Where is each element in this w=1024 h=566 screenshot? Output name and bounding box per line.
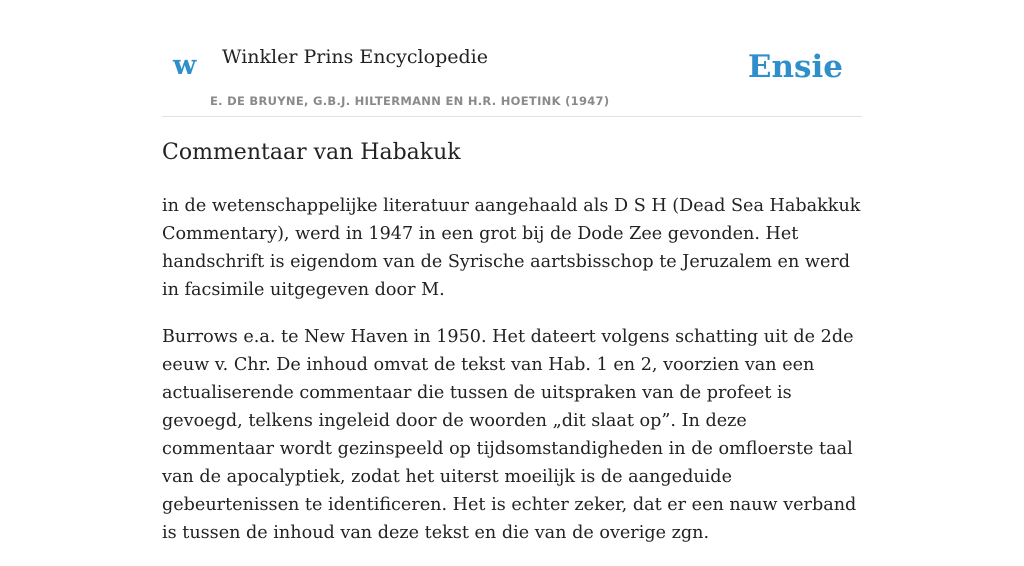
ensie-brand-logo[interactable]: Ensie [747,49,843,85]
encyclopedia-logo[interactable]: w [173,50,197,81]
article-body [162,192,862,566]
article-title: Commentaar van Habakuk [162,140,461,165]
article-paragraph: in de wetenschappelijke literatuur aangehaald als D S H (Dead Sea Habakkuk Commentary), werd in 1947 in een grot bij de Dode Zee gevonden. Het handschrift is eigendom van de Syrische aartsbisschop te Jeruzalem en werd in facsimile uitgegeven door M. [162,196,861,300]
publication-title[interactable]: Winkler Prins Encyclopedie [222,46,488,68]
publication-authors: E. DE BRUYNE, G.B.J. HILTERMANN EN H.R. HOETINK (1947) [210,94,610,108]
site-header [162,0,862,117]
article-paragraph: Burrows e.a. te New Haven in 1950. Het dateert volgens schatting uit de 2de eeuw v. Chr. De inhoud omvat de tekst van Hab. 1 en 2, voorzien van een actualiserende commentaar die tussen de uitspraken van de profeet is gevoegd, telkens ingeleid door de woorden „dit slaat op”. In deze commentaar wordt gezinspeeld op tijdsomstandigheden in de omfloerste taal van de apocalyptiek, zodat het uiterst moeilijk is de aangeduide gebeurtenissen te identificeren. Het is echter zeker, dat er een nauw verband is tussen de inhoud van deze tekst en die van de overige zgn. [162,327,857,543]
